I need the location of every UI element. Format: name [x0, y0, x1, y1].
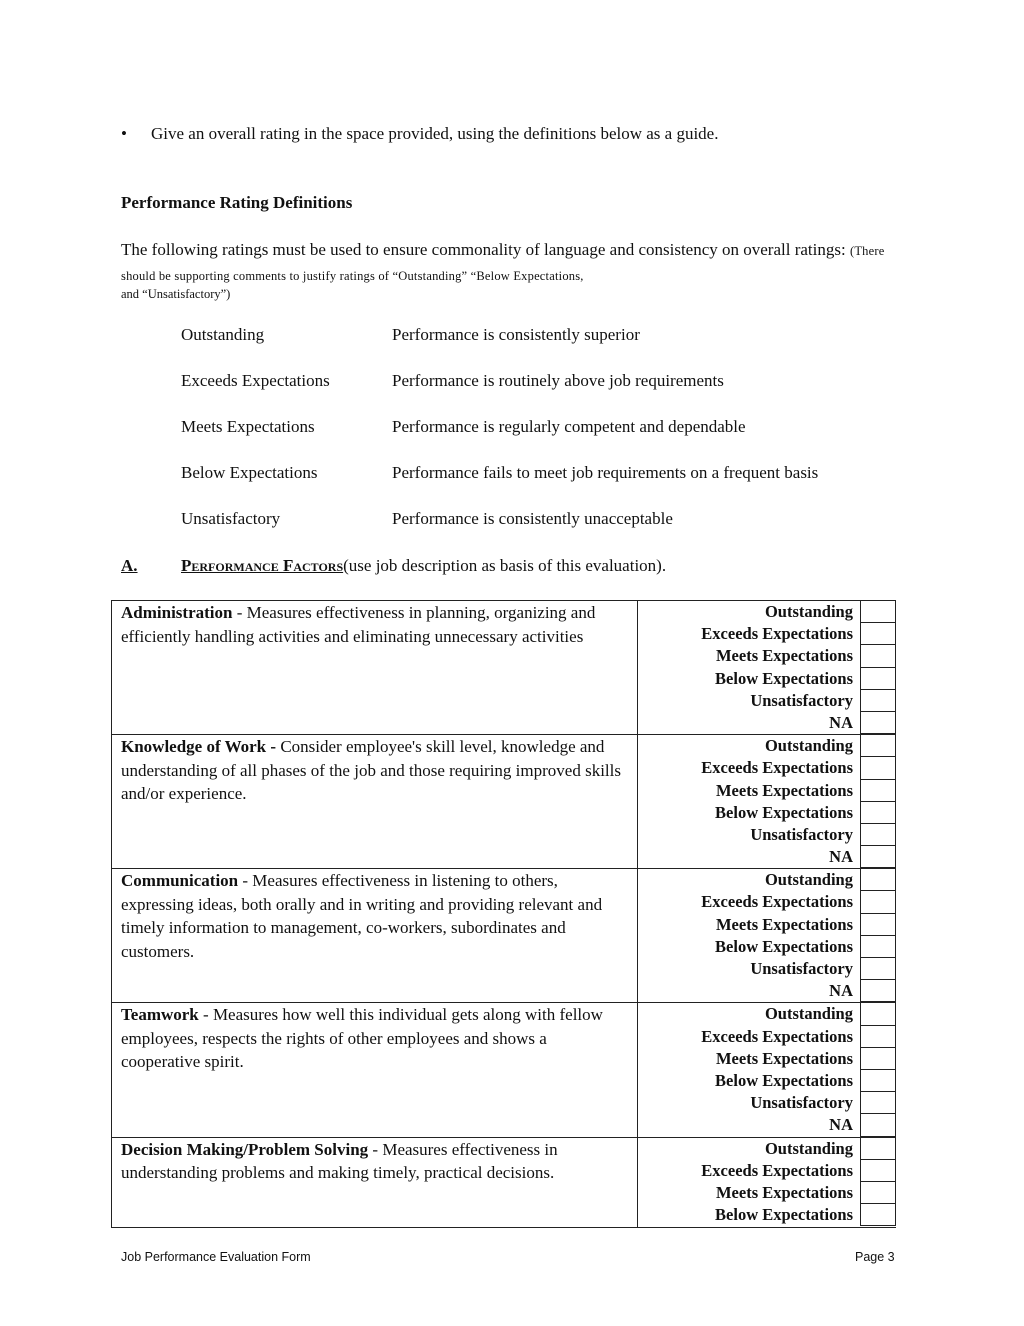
factor-description-cell	[112, 735, 638, 869]
rating-checkbox[interactable]	[860, 980, 896, 1002]
rating-option	[638, 1003, 896, 1025]
rating-option	[638, 958, 896, 980]
rating-label: Exceeds Expectations	[701, 1160, 853, 1180]
rating-label: Unsatisfactory	[750, 1093, 853, 1113]
section-title: Performance Factors	[181, 556, 344, 575]
rating-label: Meets Expectations	[715, 1182, 853, 1202]
factor-name: Teamwork	[121, 1005, 199, 1025]
rating-checkbox[interactable]	[860, 936, 896, 958]
rating-label: Unsatisfactory	[750, 690, 853, 710]
section-note: (use job description as basis of this evaluation).	[343, 556, 667, 575]
factor-separator: -	[198, 1005, 213, 1025]
rating-option	[638, 1204, 896, 1226]
factor-description: Measures effectiveness in planning, organizing and efficiently handling activities and eliminating unnecessary activities	[121, 603, 596, 646]
rating-label: NA	[829, 981, 853, 1001]
factor-row	[112, 601, 897, 735]
section-heading: Performance Rating Definitions	[121, 193, 353, 212]
rating-option	[638, 623, 896, 645]
rating-checkbox[interactable]	[860, 1092, 896, 1114]
rating-label: Unsatisfactory	[750, 959, 853, 978]
footer-page-number: Page 3	[855, 1250, 895, 1264]
rating-label: NA	[829, 712, 853, 732]
definition-meaning: Performance is consistently unacceptable	[392, 509, 673, 528]
rating-label: Outstanding	[764, 1004, 853, 1024]
rating-option	[638, 780, 896, 802]
factor-row	[112, 869, 897, 1003]
rating-checkbox[interactable]	[860, 1003, 896, 1025]
rating-option	[638, 824, 896, 846]
rating-option	[638, 668, 896, 690]
rating-option	[638, 735, 896, 757]
factor-ratings-cell	[638, 869, 897, 1003]
definition-row	[181, 417, 746, 437]
intro-note: (There should be supporting comments to justify ratings of “Outstanding” “Below Expectations,	[121, 244, 885, 283]
factor-description: Consider employee's skill level, knowledge and understanding of all phases of the job and those requiring improved skills and/or experience.	[121, 737, 621, 804]
rating-checkbox[interactable]	[860, 623, 896, 645]
factor-row	[112, 735, 897, 869]
section-letter: A.	[121, 556, 138, 575]
factor-separator: -	[238, 871, 253, 891]
rating-checkbox[interactable]	[860, 780, 896, 802]
rating-option	[638, 1114, 896, 1136]
factor-name: Knowledge of Work -	[121, 737, 277, 757]
rating-option	[638, 1138, 896, 1160]
factor-description: Measures effectiveness in listening to others, expressing ideas, both orally and in writing and providing relevant and timely information to management, co-workers, subordinates and customers.	[121, 871, 603, 961]
performance-factors-table	[111, 600, 896, 1228]
definition-term: Outstanding	[181, 325, 265, 344]
factor-description-cell	[112, 601, 638, 735]
rating-checkbox[interactable]	[860, 846, 896, 868]
factor-name: Decision Making/Problem Solving	[121, 1139, 369, 1159]
rating-option	[638, 601, 896, 623]
rating-checkbox[interactable]	[860, 668, 896, 690]
rating-option	[638, 1092, 896, 1114]
definition-meaning: Performance is regularly competent and dependable	[392, 417, 746, 436]
footer-form-title: Job Performance Evaluation Form	[121, 1250, 311, 1264]
rating-label: NA	[829, 847, 853, 867]
definition-term: Meets Expectations	[181, 417, 315, 436]
rating-label: Exceeds Expectations	[701, 758, 853, 778]
rating-checkbox[interactable]	[860, 645, 896, 667]
factor-description: Measures effectiveness in understanding problems and making timely, practical decisions.	[121, 1139, 558, 1182]
factor-name: Administration	[121, 603, 233, 622]
factor-ratings-cell	[638, 1137, 897, 1227]
rating-label: Exceeds Expectations	[701, 892, 853, 912]
rating-checkbox[interactable]	[860, 1204, 896, 1226]
rating-option	[638, 645, 896, 667]
rating-checkbox[interactable]	[860, 1048, 896, 1070]
rating-label: Meets Expectations	[715, 646, 853, 666]
factor-description-cell	[112, 869, 638, 1003]
rating-label: Outstanding	[764, 736, 853, 756]
rating-label: Below Expectations	[715, 802, 853, 822]
rating-checkbox[interactable]	[860, 690, 896, 712]
rating-option	[638, 914, 896, 936]
rating-checkbox[interactable]	[860, 1114, 896, 1136]
rating-label: Meets Expectations	[715, 914, 853, 934]
rating-checkbox[interactable]	[860, 958, 896, 980]
rating-option	[638, 757, 896, 779]
bullet-icon: •	[121, 124, 127, 143]
rating-label: Exceeds Expectations	[701, 1026, 853, 1046]
rating-label: Below Expectations	[715, 1070, 853, 1090]
rating-label: Outstanding	[764, 1138, 853, 1158]
rating-label: Exceeds Expectations	[701, 624, 853, 644]
factor-row	[112, 1003, 897, 1137]
rating-label: Unsatisfactory	[750, 824, 853, 844]
definition-term: Below Expectations	[181, 463, 318, 482]
intro-note-wrap: and “Unsatisfactory”)	[121, 287, 231, 301]
rating-checkbox[interactable]	[860, 712, 896, 734]
rating-checkbox[interactable]	[860, 601, 896, 623]
definition-meaning: Performance is consistently superior	[392, 325, 640, 344]
definition-row	[181, 463, 818, 483]
rating-checkbox[interactable]	[860, 891, 896, 913]
definition-row	[181, 371, 724, 391]
rating-checkbox[interactable]	[860, 735, 896, 757]
rating-option	[638, 690, 896, 712]
rating-label: Below Expectations	[715, 936, 853, 956]
rating-checkbox[interactable]	[860, 802, 896, 824]
rating-checkbox[interactable]	[860, 914, 896, 936]
rating-option	[638, 846, 896, 868]
rating-option	[638, 980, 896, 1002]
rating-option	[638, 802, 896, 824]
rating-option	[638, 1160, 896, 1182]
rating-checkbox[interactable]	[860, 824, 896, 846]
factor-row	[112, 1137, 897, 1227]
rating-label: Meets Expectations	[715, 780, 853, 800]
factor-ratings-cell	[638, 1003, 897, 1137]
intro-paragraph	[121, 238, 901, 303]
rating-option	[638, 712, 896, 734]
rating-option	[638, 891, 896, 913]
rating-checkbox[interactable]	[860, 757, 896, 779]
instruction-text: Give an overall rating in the space provided, using the definitions below as a guide.	[151, 124, 719, 143]
rating-label: Outstanding	[764, 870, 853, 890]
rating-checkbox[interactable]	[860, 1160, 896, 1182]
rating-option	[638, 1070, 896, 1092]
definition-meaning: Performance is routinely above job requirements	[392, 371, 724, 390]
definition-term: Unsatisfactory	[181, 509, 281, 528]
rating-option	[638, 869, 896, 891]
rating-checkbox[interactable]	[860, 1138, 896, 1160]
rating-label: Below Expectations	[715, 1205, 853, 1225]
factor-name: Communication	[121, 871, 239, 891]
rating-label: Outstanding	[764, 602, 853, 621]
rating-checkbox[interactable]	[860, 1182, 896, 1204]
rating-checkbox[interactable]	[860, 1026, 896, 1048]
instruction-bullet	[121, 124, 718, 144]
rating-label: Below Expectations	[715, 668, 853, 688]
factor-ratings-cell	[638, 735, 897, 869]
intro-main: The following ratings must be used to ensure commonality of language and consistency on overall ratings:	[121, 240, 846, 259]
rating-option	[638, 1048, 896, 1070]
rating-checkbox[interactable]	[860, 869, 896, 891]
definition-row	[181, 325, 640, 345]
rating-option	[638, 936, 896, 958]
rating-checkbox[interactable]	[860, 1070, 896, 1092]
factor-description-cell	[112, 1003, 638, 1137]
definition-meaning: Performance fails to meet job requirements on a frequent basis	[392, 463, 819, 482]
factor-ratings-cell	[638, 601, 897, 735]
factor-separator: -	[368, 1139, 383, 1159]
factor-separator: -	[232, 603, 247, 622]
section-a-header	[121, 556, 666, 576]
rating-label: NA	[829, 1115, 853, 1135]
definition-term: Exceeds Expectations	[181, 371, 330, 390]
rating-label: Meets Expectations	[715, 1048, 853, 1068]
rating-option	[638, 1026, 896, 1048]
factor-description: Measures how well this individual gets along with fellow employees, respects the rights of other employees and shows a cooperative spirit.	[121, 1005, 603, 1072]
factor-description-cell	[112, 1137, 638, 1227]
definition-row	[181, 509, 673, 529]
rating-option	[638, 1182, 896, 1204]
